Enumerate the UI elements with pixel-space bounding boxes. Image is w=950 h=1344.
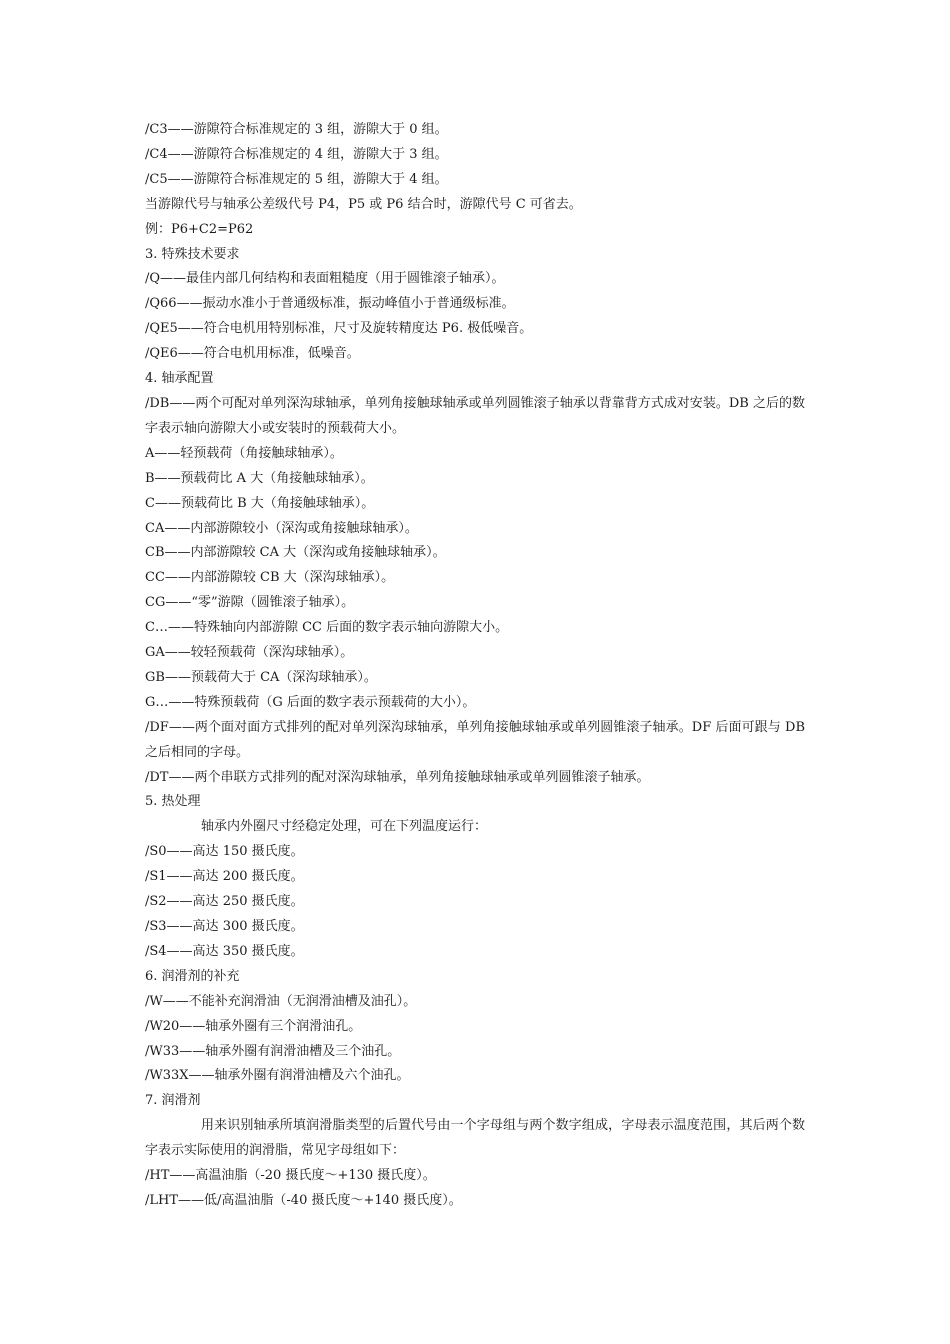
- paragraph-df: /DF——两个面对面方式排列的配对单列深沟球轴承，单列角接触球轴承或单列圆锥滚子轴承。DF 后面可跟与 DB 之后相同的字母。: [145, 719, 805, 760]
- section-heading-heat-treatment: 5. 热处理: [145, 794, 201, 810]
- text-line-s2: /S2——高达 250 摄氏度。: [145, 894, 304, 910]
- text-line-s0: /S0——高达 150 摄氏度。: [145, 844, 304, 860]
- section-heading-bearing-configuration: 4. 轴承配置: [145, 371, 214, 387]
- text-line-s4: /S4——高达 350 摄氏度。: [145, 943, 304, 959]
- text-line-cb: CB——内部游隙较 CA 大（深沟或角接触球轴承）。: [145, 545, 446, 561]
- text-line-cc: CC——内部游隙较 CB 大（深沟球轴承）。: [145, 570, 395, 586]
- text-line-cg: CG——“零”游隙（圆锥滚子轴承）。: [145, 595, 355, 611]
- section-heading-special-requirements: 3. 特殊技术要求: [145, 246, 240, 262]
- text-line-gb: GB——预载荷大于 CA（深沟球轴承）。: [145, 669, 377, 685]
- text-line-w33: /W33——轴承外圈有润滑油槽及三个油孔。: [145, 1043, 401, 1059]
- text-line-lht: /LHT——低/高温油脂（-40 摄氏度～+140 摄氏度）。: [145, 1192, 462, 1208]
- text-line-c4: /C4——游隙符合标准规定的 4 组，游隙大于 3 组。: [145, 146, 448, 162]
- paragraph-lubricant-intro: 用来识别轴承所填润滑脂类型的后置代号由一个字母组与两个数字组成，字母表示温度范围，其后两个数字表示实际使用的润滑脂，常见字母组如下：: [145, 1118, 805, 1159]
- text-line-example: 例：P6+C2=P62: [145, 221, 254, 237]
- text-line-qe5: /QE5——符合电机用特别标准，尺寸及旋转精度达 P6. 极低噪音。: [145, 321, 533, 337]
- section-heading-lubricant: 7. 润滑剂: [145, 1093, 201, 1109]
- text-line-w: /W——不能补充润滑油（无润滑油槽及油孔）。: [145, 993, 417, 1009]
- text-line-ht: /HT——高温油脂（-20 摄氏度～+130 摄氏度）。: [145, 1168, 436, 1184]
- paragraph-db: /DB——两个可配对单列深沟球轴承，单列角接触球轴承或单列圆锥滚子轴承以背靠背方式成对安装。DB 之后的数字表示轴向游隙大小或安装时的预载荷大小。: [145, 395, 805, 436]
- text-line-w20: /W20——轴承外圈有三个润滑油孔。: [145, 1018, 362, 1034]
- text-line-ca: CA——内部游隙较小（深沟或角接触球轴承）。: [145, 520, 418, 536]
- text-line-heat-treatment-intro: 轴承内外圈尺寸经稳定处理，可在下列温度运行：: [201, 819, 488, 835]
- section-heading-lubricant-replenishment: 6. 润滑剂的补充: [145, 968, 240, 984]
- text-line-b: B——预载荷比 A 大（角接触球轴承）。: [145, 470, 374, 486]
- text-line-ga: GA——较轻预载荷（深沟球轴承）。: [145, 645, 354, 661]
- text-line-qe6: /QE6——符合电机用标准，低噪音。: [145, 346, 360, 362]
- text-line-a: A——轻预载荷（角接触球轴承）。: [145, 445, 343, 461]
- text-line-g-special: G…——特殊预载荷（G 后面的数字表示预载荷的大小）。: [145, 694, 476, 710]
- text-line-c3: /C3——游隙符合标准规定的 3 组，游隙大于 0 组。: [145, 122, 448, 137]
- text-line-q66: /Q66——振动水准小于普通级标准，振动峰值小于普通级标准。: [145, 296, 515, 312]
- text-line-dt: /DT——两个串联方式排列的配对深沟球轴承，单列角接触球轴承或单列圆锥滚子轴承。: [145, 769, 650, 785]
- text-line-c: C——预载荷比 B 大（角接触球轴承）。: [145, 495, 375, 511]
- text-line-c5: /C5——游隙符合标准规定的 5 组，游隙大于 4 组。: [145, 171, 448, 187]
- text-line-clearance-note: 当游隙代号与轴承公差级代号 P4，P5 或 P6 结合时，游隙代号 C 可省去。: [145, 196, 582, 212]
- document-page: [145, 118, 805, 1214]
- text-line-q: /Q——最佳内部几何结构和表面粗糙度（用于圆锥滚子轴承）。: [145, 271, 505, 287]
- text-line-s3: /S3——高达 300 摄氏度。: [145, 919, 304, 934]
- text-line-s1: /S1——高达 200 摄氏度。: [145, 869, 304, 885]
- text-line-c-special: C…——特殊轴向内部游隙 CC 后面的数字表示轴向游隙大小。: [145, 620, 509, 636]
- text-line-w33x: /W33X——轴承外圈有润滑油槽及六个油孔。: [145, 1068, 410, 1084]
